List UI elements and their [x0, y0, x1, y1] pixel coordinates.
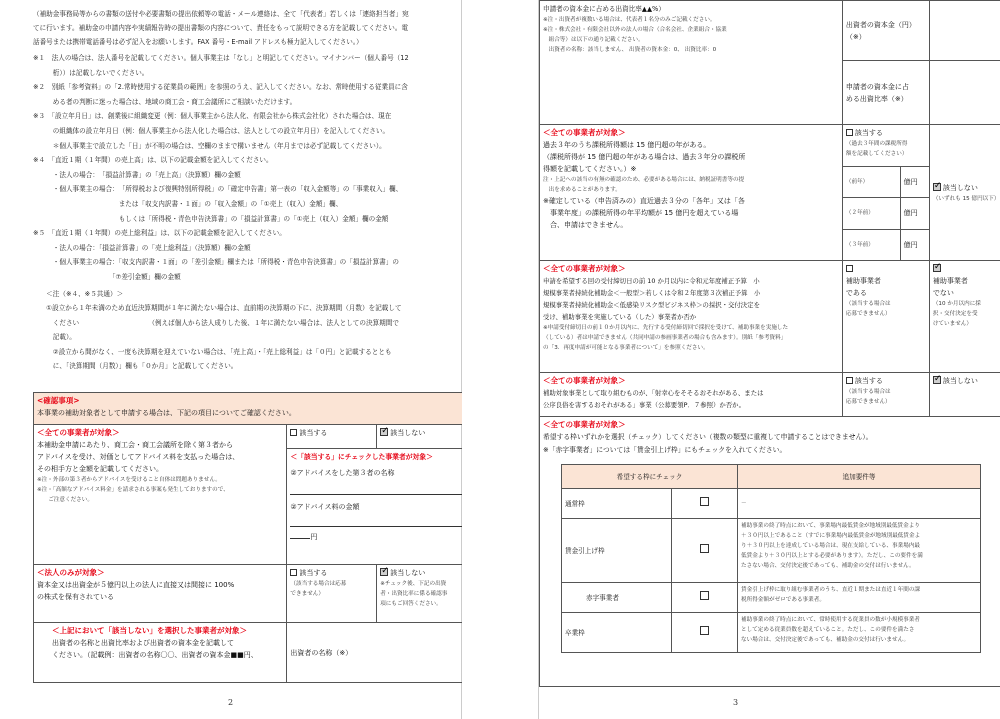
sec5-yes-option[interactable]	[842, 261, 929, 373]
text-line: （している）者は申請できません（共同申請の参画事業者の場合も含みます）。別紙「参考資料」	[543, 335, 787, 341]
eligibility-table	[539, 0, 1000, 687]
investor-name-cell[interactable]	[287, 623, 473, 683]
checkbox-unchecked[interactable]	[700, 626, 709, 635]
text-line: でない	[932, 289, 954, 297]
frame-check-wage[interactable]	[672, 519, 738, 583]
text-line: に、「決算期間（月数）」欄も「０か月」と記載してください。	[33, 362, 238, 370]
text-line: ＋３０円以上であること（すでに事業場内最低賃金が地域別最低賃金よ	[741, 533, 921, 539]
sec4-warning	[543, 195, 839, 231]
ratio-title: 申請者の資本金に占める出資比率▲▲%）	[543, 5, 665, 13]
sec4-no-label: 該当しない	[942, 183, 978, 192]
text-line: 補助事業者	[845, 277, 881, 285]
text-line: 低賃金より＋３０円以上とする必要があります）。ただし、この要件を満	[741, 553, 923, 559]
text-line: として定める従業員数を超えていること。ただし、この要件を満たさ	[741, 627, 915, 633]
text-line: ※注・株式会社・有限会社以外の法人の場合（合名会社、企業組合・協業	[543, 27, 727, 33]
sec4-notes	[543, 175, 839, 195]
sec2-tag: ＜法人のみが対象＞	[37, 568, 105, 577]
text-line: （課税所得が 15 億円超の年がある場合は、過去３年分の課税所	[543, 153, 746, 161]
advisor-name-field[interactable]	[290, 479, 463, 495]
year-2-unit[interactable]: 億円	[900, 198, 929, 229]
text-line: 希望する枠いずれかを選択（チェック）してください（複数の類型に重複して申請することはできません）。	[543, 433, 873, 441]
sec1-yes-label: 該当する	[299, 429, 328, 437]
confirm-title: <確認事項>	[37, 396, 80, 405]
frame-check-normal[interactable]	[672, 489, 738, 519]
text-line: （該当する場合は応募	[290, 581, 347, 587]
sec2-yes-note	[290, 579, 373, 599]
page-2	[0, 0, 462, 719]
checkbox-unchecked[interactable]	[290, 429, 297, 436]
text-line: もしくは「所得税・青色申告決算書」の「損益計算書」の「①売上（収入）金額」欄の金額	[33, 214, 389, 223]
text-line: 額を記載してください）	[845, 151, 908, 157]
text-line: 申請者の資本金に占	[845, 82, 909, 91]
checkbox-unchecked[interactable]	[846, 377, 853, 384]
sec2-yes-option[interactable]	[287, 565, 377, 623]
checkbox-checked[interactable]	[380, 428, 388, 436]
sec5-yes-label	[846, 275, 926, 299]
text-line: 話番号または携帯電話番号は必ず記入をお願いします。FAX 番号・E-mail アドレスも極力記入してください。）	[33, 38, 363, 46]
frame-name-deficit: 赤字事業者	[562, 583, 672, 613]
sec5-body	[543, 275, 839, 323]
sec7-body	[543, 431, 997, 456]
investor-capital-label	[842, 1, 929, 61]
advisor-amount-label: ②アドバイス料の金額	[290, 503, 360, 511]
text-line: ・法人の場合： 「損益計算書」の「売上高」（決算額）欄の金額	[33, 170, 241, 179]
checkbox-unchecked[interactable]	[846, 265, 853, 272]
sec1-tag: ＜全ての事業者が対象＞	[37, 428, 120, 437]
page-3	[538, 0, 1000, 719]
top-notes	[543, 15, 839, 55]
investment-ratio-label	[842, 61, 929, 125]
sec6-body	[543, 387, 839, 411]
year-2-label: （２年前）	[842, 198, 900, 229]
text-line: ※２ 別紙「参考資料」の「2.常時使用する従業員の範囲」を参照のうえ、記入してください。なお、常時使用する従業員に含	[33, 83, 408, 92]
text-line: ※１ 法人の場合は、法人番号を記載してください。個人事業主は「なし」と明記してください。マイナンバー（個人番号（12	[33, 54, 409, 62]
text-line: 項にもご回答ください。	[380, 601, 442, 607]
text-line: 者・出資比率に係る確認事	[380, 591, 448, 597]
sec1-no-label: 該当しない	[390, 429, 426, 437]
text-line: 補助対象事業として取り組むものが、「射幸心をそそるおそれがある、または	[543, 389, 764, 397]
sec7-tag: ＜全ての事業者が対象＞	[543, 420, 626, 429]
sec6-tag: ＜全ての事業者が対象＞	[543, 376, 626, 385]
sec2-no-option[interactable]	[377, 565, 473, 623]
sec6-no-label: 該当しない	[942, 377, 978, 385]
frame-req-normal: －	[738, 489, 981, 519]
frame-req-wage	[738, 519, 981, 583]
text-line: ※注・外部の第３者からアドバイスを受けること自体は問題ありません。	[37, 477, 221, 483]
sec2-yes-label: 該当する	[299, 569, 328, 577]
text-line: める出資比率（※）	[845, 94, 908, 103]
year-1-unit[interactable]: 億円	[900, 166, 929, 197]
sec5-yes-note	[846, 299, 926, 319]
text-line: できません）	[290, 591, 324, 597]
text-line: 出を求めることがあります。	[543, 187, 621, 193]
frame-col1-header: 希望する枠にチェック	[562, 465, 738, 489]
sec1-sub-tag: ＜「該当する」にチェックした事業者が対象＞	[290, 453, 433, 461]
text-line: 応募できません）	[845, 399, 891, 405]
sec4-yes-note	[846, 139, 926, 159]
text-line: の株式を保有されている	[37, 593, 114, 601]
text-line: 公序良俗を害するおそれがある」事業（公募要領P．７参照）か否か。	[543, 401, 745, 409]
year-3-unit[interactable]: 億円	[900, 229, 929, 260]
checkbox-checked[interactable]	[933, 264, 941, 272]
sec4-yes-option[interactable]	[842, 125, 929, 167]
frame-table	[561, 464, 981, 653]
text-line: ※５ 「直近１期（１年間）の売上総利益」は、以下の記載金額を記入してください。	[33, 229, 286, 238]
text-line: けていません）	[932, 321, 972, 327]
text-line: 応募できません）	[845, 311, 891, 317]
yen-unit: 円	[310, 533, 318, 541]
text-line: である	[845, 289, 867, 297]
text-line: （過去３年間の課税所得	[845, 141, 908, 147]
text-line: ※「赤字事業者」については「賃金引上げ枠」にもチェックを入れてください。	[543, 445, 787, 454]
text-line: ＊個人事業主で設立した「日」が不明の場合は、空欄のままで構いません（年月までは必ず記載してください）。	[33, 141, 386, 150]
text-line: ご注意ください。	[37, 497, 93, 503]
frame-req-graduate	[738, 613, 981, 653]
text-line: 「⑦差引金額」欄の金額	[33, 273, 181, 281]
investor-capital-field[interactable]	[929, 1, 1000, 61]
text-line: 出資者の名称：該当しません、 出資者の資本金：0、 出資比率：0	[543, 47, 717, 53]
text-line: アドバイスを受け、対価としてアドバイス料を支払った場合は、	[37, 453, 240, 461]
text-line: 賃金引上げ枠に取り組む事業者のうち、直近１期または直近１年間の課	[741, 587, 921, 593]
year-3-label: （３年前）	[842, 229, 900, 260]
text-line: める者の判断に迷った場合は、地域の商工会・商工会議所にご相談いただけます。	[33, 97, 297, 106]
text-line: ください （例えば個人から法人成りした後、１年に満たない場合は、法人としての決算期間で	[33, 318, 399, 327]
advisor-name-label: ②アドバイスをした第３者の名称	[290, 469, 395, 477]
confirm-table	[33, 392, 473, 683]
text-line: ※４ 「直近１期（１年間）の売上高」は、以下の記載金額を記入してください。	[33, 156, 273, 165]
investor-name-label: 出資者の名称（※）	[290, 648, 353, 657]
sec6-yes-label: 該当する	[854, 377, 883, 385]
sec2-no-note	[380, 579, 469, 609]
checkbox-unchecked[interactable]	[290, 569, 297, 576]
text-line: ※注・出資者が複数いる場合は、代表者１名分のみご記載ください。	[543, 17, 716, 23]
year-1-label: （前年）	[842, 166, 900, 197]
text-line: （10 か月以内に採	[932, 301, 981, 307]
sec4-body	[543, 139, 839, 175]
text-line: 申請を希望する回の受付締切日の前 10 か月以内に令和元年度補正予算 小	[543, 277, 760, 285]
text-line: または「収支内訳書・１面」の「収入金額」の「①売上（収入）金額」欄、	[33, 200, 343, 208]
checkbox-checked[interactable]	[380, 568, 388, 576]
sec1-notes	[37, 475, 283, 505]
frame-check-deficit[interactable]	[672, 583, 738, 613]
text-line: ①設立から１年未満のため直近決算期間が１年に満たない場合は、直前期の決算期の下に、決算期間（月数）を記載して	[33, 304, 402, 313]
text-line: ・個人事業主の場合：「収支内訳書・１面」の「差引金額」欄または「所得税・青色申告決算書」の「損益計算書」の	[33, 258, 399, 267]
text-line: 桁））は記載しないでください。	[33, 68, 149, 77]
text-line: ※申請受付締切日の前１０か月以内に、先行する受付締切回で採択を受けて、補助事業を実施した	[543, 325, 789, 331]
text-line: の組織体の設立年月日（例：個人事業主から法人化した場合は、法人としての設立年月日）を記入してください。	[33, 127, 390, 135]
sec1-no-option[interactable]	[377, 425, 473, 449]
text-line: ・法人の場合：「損益計算書」の「売上総利益」（決算額）欄の金額	[33, 243, 251, 252]
sec4-no-note: （いずれも 15 億円以下）	[932, 195, 1000, 202]
text-line: （該当する場合は	[845, 389, 891, 395]
text-line: 受け、補助事業を実施している（した）事業者か否か	[543, 313, 697, 321]
checkbox-checked[interactable]	[933, 376, 941, 384]
text-line: ＜注（※４、※５共通）＞	[33, 290, 124, 298]
text-line: （補助金事務局等からの書類の送付や必要書類の提出依頼等の電話・メール連絡は、全て「代表者」若しくは「連絡担当者」宛	[33, 10, 409, 18]
text-line: ・個人事業主の場合： 「所得税および復興特別所得税」の「確定申告書」第一表の「収入金額等」の「事業収入」欄、	[33, 185, 403, 194]
sec5-no-note	[933, 299, 997, 329]
text-line: ※３ 「設立年月日」は、創業後に組織変更（例：個人事業主から法人化、有限会社から株式会社化）された場合は、現在	[33, 112, 392, 121]
text-line: 補助事業の終了時点において、事業場内最低賃金が地域別最低賃金より	[741, 523, 920, 529]
sec4-no-option[interactable]	[929, 125, 1000, 261]
sec4-yes-label: 該当する	[854, 129, 883, 137]
sec5-no-label	[933, 275, 997, 299]
sec3-tag: ＜上記において「該当しない」を選択した事業者が対象＞	[52, 626, 247, 635]
text-line: 組合等）は以下の通り記載ください。	[543, 37, 644, 43]
text-line: てに行います。補助金の申請内容や実績報告時の提出書類の内容について、責任をもって説明できる方を記載してください。電	[33, 24, 409, 32]
text-line: ※チェック後、下記の出資	[380, 581, 447, 587]
sec5-tag: ＜全ての事業者が対象＞	[543, 264, 626, 273]
checkbox-checked[interactable]	[933, 183, 941, 191]
text-line: 本補助金申請にあたり、商工会・商工会議所を除く第３者から	[37, 441, 233, 449]
text-line: 税所得金額がゼロである事業者。	[741, 597, 825, 603]
frame-name-normal: 通常枠	[562, 489, 672, 519]
text-line: 規模事業者持続化補助金＜低感染リスク型ビジネス枠＞の採択・交付決定を	[543, 301, 760, 309]
text-line: 資本金又は出資金が５億円以上の法人に直接又は間接に 100%	[37, 581, 235, 589]
text-line: その相手方と金額を記載してください。	[37, 465, 163, 473]
text-line: ※確定している（申告済みの）直近過去３分の「各年」又は「各	[543, 197, 745, 205]
text-line: 出資者の名称と出資比率および出資者の資本金を記載して	[52, 639, 234, 647]
confirm-lead: 本事業の補助対象者として申請する場合は、下記の項目についてご確認ください。	[37, 409, 296, 417]
frame-check-graduate[interactable]	[672, 613, 738, 653]
text-line: の「3．再度申請が可能となる事業者について」を参照ください。	[543, 345, 709, 351]
text-line: 規模事業者持続化補助金＜一般型＞若しくは令和２年度第３次補正予算 小	[543, 289, 761, 297]
sec5-notes	[543, 323, 839, 353]
text-line: 択・交付決定を受	[932, 311, 978, 317]
text-line: 出資者の資本金（円）	[845, 20, 916, 29]
text-line: ②設立から間がなく、一度も決算期を迎えていない場合は、「売上高」・「売上総利益」は「０円」と記載するととも	[33, 347, 392, 356]
sec2-body	[37, 579, 283, 603]
checkbox-unchecked[interactable]	[846, 129, 853, 136]
text-line: 得額を記載してください。）※	[543, 165, 637, 173]
text-line: （該当する場合は	[845, 301, 891, 307]
text-line: 合、申請はできません。	[543, 221, 628, 229]
frame-req-deficit	[738, 583, 981, 613]
text-line: 補助事業者	[932, 277, 968, 285]
advisor-amount-field[interactable]	[290, 513, 463, 527]
frame-name-wage: 賃金引上げ枠	[562, 519, 672, 583]
investment-ratio-field[interactable]	[929, 61, 1000, 125]
sec4-tag: ＜全ての事業者が対象＞	[543, 128, 626, 137]
text-line: ない場合は、交付決定後であっても、補助金の交付は行いません。	[741, 637, 910, 643]
text-line: ※注・「高額なアドバイス料金」を請求される事案も発生しておりますので、	[37, 487, 229, 493]
sec1-body	[37, 439, 283, 475]
text-line: 記載）。	[33, 333, 76, 342]
sec6-yes-option[interactable]	[842, 373, 929, 417]
checkbox-unchecked[interactable]	[700, 497, 709, 506]
page-number: 3	[733, 698, 739, 707]
sec1-yes-option[interactable]	[287, 425, 377, 449]
frame-col2-header: 追加要件等	[738, 465, 981, 489]
sec2-no-label: 該当しない	[390, 569, 426, 577]
text-line: ください。（記載例：出資者の名称〇〇、出資者の資本金■■円、	[52, 651, 258, 659]
frame-name-graduate: 卒業枠	[562, 613, 672, 653]
text-line: （※）	[845, 32, 866, 41]
sec5-no-option[interactable]	[929, 261, 1000, 373]
text-line: 過去３年のうち課税所得額は 15 億円超の年がある。	[543, 141, 711, 149]
text-line: たさない場合、交付決定後であっても、補助金の交付は行いません。	[741, 563, 915, 569]
checkbox-unchecked[interactable]	[700, 544, 709, 553]
sec6-no-option[interactable]	[929, 373, 1000, 417]
text-line: 事業年度」の課税所得の年平均額が 15 億円を超えている場	[543, 209, 739, 217]
text-line: 注・上記への該当の有無の確認のため、必要がある場合には、納税証明書等の提	[543, 177, 745, 183]
text-line: り＋３０円以上を達成している場合は、現在支給している、事業場内最	[741, 543, 921, 549]
sec3-body	[52, 637, 283, 661]
page-number: 2	[228, 698, 234, 707]
checkbox-unchecked[interactable]	[700, 591, 709, 600]
sec6-yes-note	[846, 387, 926, 407]
text-line: 補助事業の終了時点において、常時使用する従業員の数が小規模事業者	[741, 617, 920, 623]
